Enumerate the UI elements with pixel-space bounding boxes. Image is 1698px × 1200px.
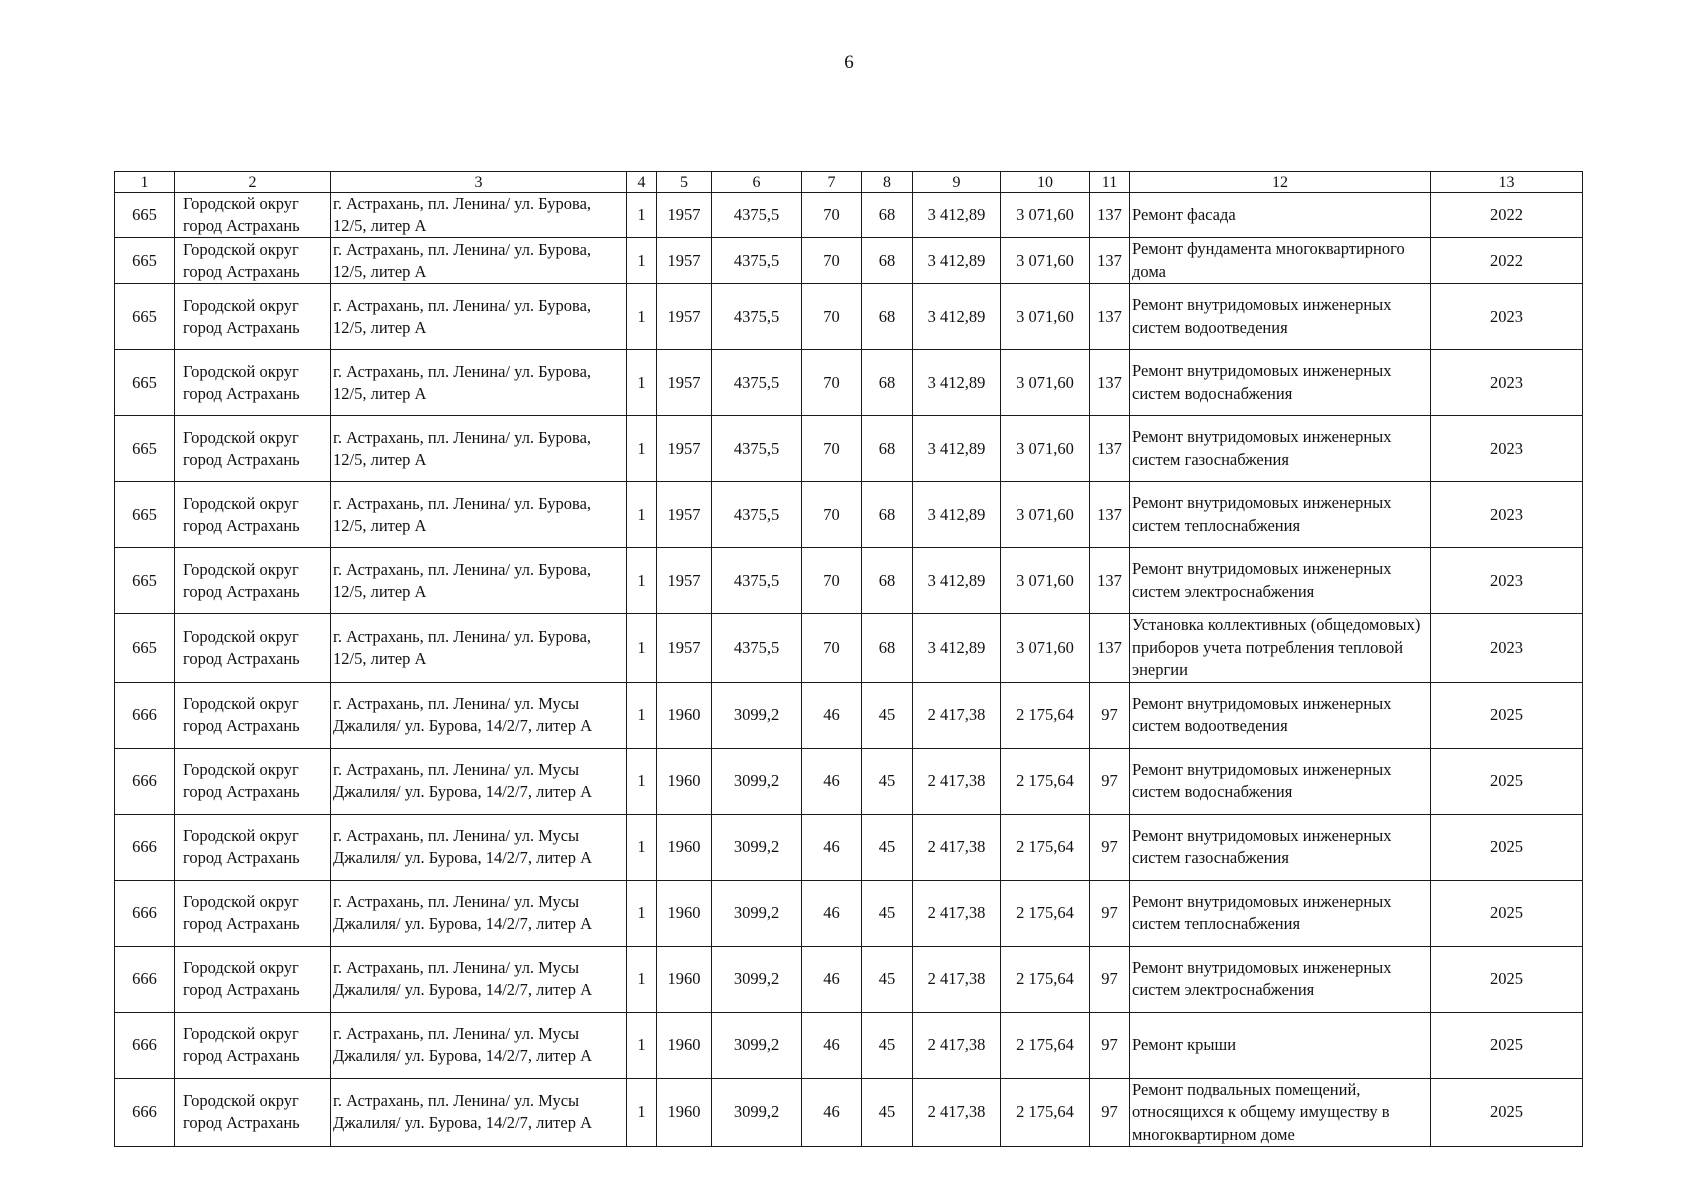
- cell-owner-area: 2 175,64: [1001, 1078, 1090, 1147]
- cell-build-year: 1957: [657, 482, 712, 548]
- cell-floors-count: 1: [627, 284, 657, 350]
- cell-build-year: 1960: [657, 880, 712, 946]
- cell-build-year: 1957: [657, 193, 712, 238]
- cell-owner-area: 3 071,60: [1001, 350, 1090, 416]
- cell-apartments-total: 70: [802, 238, 862, 284]
- cell-build-year: 1957: [657, 614, 712, 683]
- cell-apartments-total: 46: [802, 1012, 862, 1078]
- cell-address: г. Астрахань, пл. Ленина/ ул. Бурова, 12/5, литер А: [331, 614, 627, 683]
- cell-living-area: 2 417,38: [913, 880, 1001, 946]
- cell-apartments-residential: 68: [862, 193, 913, 238]
- cell-address: г. Астрахань, пл. Ленина/ ул. Мусы Джалиля/ ул. Бурова, 14/2/7, литер А: [331, 682, 627, 748]
- cell-floors-count: 1: [627, 350, 657, 416]
- cell-work-type: Ремонт внутридомовых инженерных систем газоснабжения: [1130, 814, 1431, 880]
- cell-municipality: Городской округ город Астрахань: [175, 682, 331, 748]
- table-row: [115, 880, 1583, 946]
- cell-row-number: 665: [115, 614, 175, 683]
- column-header-10: 10: [1001, 172, 1090, 193]
- cell-build-year: 1957: [657, 350, 712, 416]
- cell-build-year: 1960: [657, 1078, 712, 1147]
- cell-living-area: 2 417,38: [913, 1012, 1001, 1078]
- table-row: [115, 350, 1583, 416]
- cell-floors-count: 1: [627, 416, 657, 482]
- cell-living-area: 2 417,38: [913, 946, 1001, 1012]
- cell-work-year: 2025: [1431, 748, 1583, 814]
- cell-residents-count: 97: [1090, 1012, 1130, 1078]
- cell-address: г. Астрахань, пл. Ленина/ ул. Мусы Джалиля/ ул. Бурова, 14/2/7, литер А: [331, 748, 627, 814]
- cell-apartments-total: 46: [802, 946, 862, 1012]
- cell-apartments-residential: 45: [862, 682, 913, 748]
- cell-municipality: Городской округ город Астрахань: [175, 748, 331, 814]
- cell-work-type: Ремонт внутридомовых инженерных систем водоотведения: [1130, 284, 1431, 350]
- cell-apartments-residential: 68: [862, 238, 913, 284]
- cell-address: г. Астрахань, пл. Ленина/ ул. Бурова, 12/5, литер А: [331, 284, 627, 350]
- cell-total-area: 4375,5: [712, 193, 802, 238]
- cell-work-year: 2025: [1431, 682, 1583, 748]
- cell-municipality: Городской округ город Астрахань: [175, 350, 331, 416]
- cell-floors-count: 1: [627, 682, 657, 748]
- capital-repair-table: [114, 171, 1583, 1147]
- table-body: [115, 193, 1583, 1147]
- cell-apartments-total: 46: [802, 1078, 862, 1147]
- cell-total-area: 4375,5: [712, 482, 802, 548]
- column-header-2: 2: [175, 172, 331, 193]
- table-row: [115, 284, 1583, 350]
- cell-address: г. Астрахань, пл. Ленина/ ул. Бурова, 12/5, литер А: [331, 482, 627, 548]
- cell-living-area: 3 412,89: [913, 482, 1001, 548]
- cell-floors-count: 1: [627, 193, 657, 238]
- cell-residents-count: 97: [1090, 946, 1130, 1012]
- cell-total-area: 4375,5: [712, 614, 802, 683]
- cell-living-area: 2 417,38: [913, 748, 1001, 814]
- cell-work-type: Ремонт внутридомовых инженерных систем электроснабжения: [1130, 946, 1431, 1012]
- cell-work-year: 2023: [1431, 284, 1583, 350]
- cell-apartments-total: 70: [802, 350, 862, 416]
- table-row: [115, 1078, 1583, 1147]
- cell-living-area: 2 417,38: [913, 682, 1001, 748]
- cell-owner-area: 2 175,64: [1001, 682, 1090, 748]
- cell-apartments-residential: 45: [862, 880, 913, 946]
- column-header-13: 13: [1431, 172, 1583, 193]
- cell-address: г. Астрахань, пл. Ленина/ ул. Мусы Джалиля/ ул. Бурова, 14/2/7, литер А: [331, 1012, 627, 1078]
- cell-municipality: Городской округ город Астрахань: [175, 238, 331, 284]
- cell-row-number: 666: [115, 748, 175, 814]
- cell-municipality: Городской округ город Астрахань: [175, 880, 331, 946]
- cell-residents-count: 137: [1090, 284, 1130, 350]
- cell-total-area: 4375,5: [712, 284, 802, 350]
- cell-living-area: 3 412,89: [913, 416, 1001, 482]
- cell-residents-count: 97: [1090, 682, 1130, 748]
- table-row: [115, 416, 1583, 482]
- column-header-3: 3: [331, 172, 627, 193]
- cell-work-type: Ремонт внутридомовых инженерных систем водоснабжения: [1130, 350, 1431, 416]
- cell-municipality: Городской округ город Астрахань: [175, 814, 331, 880]
- cell-work-type: Ремонт внутридомовых инженерных систем теплоснабжения: [1130, 880, 1431, 946]
- cell-owner-area: 3 071,60: [1001, 614, 1090, 683]
- cell-residents-count: 137: [1090, 238, 1130, 284]
- cell-work-year: 2023: [1431, 482, 1583, 548]
- cell-row-number: 665: [115, 238, 175, 284]
- cell-work-year: 2025: [1431, 880, 1583, 946]
- cell-address: г. Астрахань, пл. Ленина/ ул. Мусы Джалиля/ ул. Бурова, 14/2/7, литер А: [331, 946, 627, 1012]
- cell-residents-count: 97: [1090, 748, 1130, 814]
- cell-address: г. Астрахань, пл. Ленина/ ул. Бурова, 12/5, литер А: [331, 238, 627, 284]
- cell-owner-area: 3 071,60: [1001, 193, 1090, 238]
- column-header-12: 12: [1130, 172, 1431, 193]
- cell-floors-count: 1: [627, 748, 657, 814]
- cell-total-area: 3099,2: [712, 814, 802, 880]
- cell-residents-count: 137: [1090, 416, 1130, 482]
- cell-owner-area: 2 175,64: [1001, 946, 1090, 1012]
- cell-floors-count: 1: [627, 1078, 657, 1147]
- cell-owner-area: 2 175,64: [1001, 1012, 1090, 1078]
- cell-total-area: 4375,5: [712, 548, 802, 614]
- cell-apartments-total: 70: [802, 548, 862, 614]
- table-row: [115, 548, 1583, 614]
- cell-build-year: 1960: [657, 682, 712, 748]
- cell-municipality: Городской округ город Астрахань: [175, 946, 331, 1012]
- cell-municipality: Городской округ город Астрахань: [175, 193, 331, 238]
- cell-total-area: 4375,5: [712, 238, 802, 284]
- column-header-4: 4: [627, 172, 657, 193]
- cell-residents-count: 137: [1090, 614, 1130, 683]
- cell-work-year: 2022: [1431, 193, 1583, 238]
- cell-apartments-residential: 68: [862, 482, 913, 548]
- table-header: [115, 172, 1583, 193]
- table-row: [115, 748, 1583, 814]
- cell-total-area: 3099,2: [712, 682, 802, 748]
- cell-work-type: Ремонт подвальных помещений, относящихся к общему имуществу в многоквартирном доме: [1130, 1078, 1431, 1147]
- cell-owner-area: 2 175,64: [1001, 748, 1090, 814]
- cell-work-type: Ремонт внутридомовых инженерных систем водоснабжения: [1130, 748, 1431, 814]
- cell-apartments-residential: 68: [862, 350, 913, 416]
- cell-work-year: 2023: [1431, 614, 1583, 683]
- cell-work-type: Ремонт внутридомовых инженерных систем водоотведения: [1130, 682, 1431, 748]
- cell-living-area: 3 412,89: [913, 614, 1001, 683]
- table-row: [115, 1012, 1583, 1078]
- cell-municipality: Городской округ город Астрахань: [175, 1078, 331, 1147]
- cell-owner-area: 3 071,60: [1001, 238, 1090, 284]
- cell-work-year: 2023: [1431, 548, 1583, 614]
- cell-address: г. Астрахань, пл. Ленина/ ул. Мусы Джалиля/ ул. Бурова, 14/2/7, литер А: [331, 1078, 627, 1147]
- cell-floors-count: 1: [627, 238, 657, 284]
- cell-work-type: Ремонт крыши: [1130, 1012, 1431, 1078]
- table-row: [115, 238, 1583, 284]
- table-row: [115, 814, 1583, 880]
- cell-apartments-residential: 68: [862, 614, 913, 683]
- cell-apartments-residential: 45: [862, 946, 913, 1012]
- cell-living-area: 3 412,89: [913, 548, 1001, 614]
- table-row: [115, 614, 1583, 683]
- cell-work-type: Установка коллективных (общедомовых) приборов учета потребления тепловой энергии: [1130, 614, 1431, 683]
- table-row: [115, 946, 1583, 1012]
- cell-apartments-total: 70: [802, 614, 862, 683]
- cell-apartments-residential: 68: [862, 416, 913, 482]
- column-header-6: 6: [712, 172, 802, 193]
- table-row: [115, 193, 1583, 238]
- column-header-7: 7: [802, 172, 862, 193]
- cell-row-number: 666: [115, 1012, 175, 1078]
- cell-floors-count: 1: [627, 1012, 657, 1078]
- cell-build-year: 1960: [657, 946, 712, 1012]
- cell-living-area: 3 412,89: [913, 284, 1001, 350]
- cell-total-area: 3099,2: [712, 748, 802, 814]
- cell-row-number: 666: [115, 814, 175, 880]
- cell-apartments-total: 70: [802, 284, 862, 350]
- cell-residents-count: 137: [1090, 548, 1130, 614]
- cell-work-year: 2023: [1431, 416, 1583, 482]
- cell-apartments-total: 70: [802, 416, 862, 482]
- cell-work-type: Ремонт фундамента многоквартирного дома: [1130, 238, 1431, 284]
- page-number: 6: [844, 52, 854, 73]
- cell-apartments-residential: 45: [862, 814, 913, 880]
- cell-row-number: 665: [115, 548, 175, 614]
- cell-municipality: Городской округ город Астрахань: [175, 416, 331, 482]
- cell-municipality: Городской округ город Астрахань: [175, 1012, 331, 1078]
- cell-work-type: Ремонт фасада: [1130, 193, 1431, 238]
- cell-apartments-total: 70: [802, 193, 862, 238]
- cell-residents-count: 137: [1090, 193, 1130, 238]
- cell-build-year: 1960: [657, 748, 712, 814]
- cell-apartments-total: 46: [802, 880, 862, 946]
- cell-address: г. Астрахань, пл. Ленина/ ул. Бурова, 12/5, литер А: [331, 193, 627, 238]
- cell-total-area: 4375,5: [712, 416, 802, 482]
- column-header-11: 11: [1090, 172, 1130, 193]
- cell-owner-area: 3 071,60: [1001, 548, 1090, 614]
- cell-work-type: Ремонт внутридомовых инженерных систем теплоснабжения: [1130, 482, 1431, 548]
- cell-apartments-residential: 68: [862, 284, 913, 350]
- cell-residents-count: 97: [1090, 880, 1130, 946]
- cell-build-year: 1960: [657, 1012, 712, 1078]
- cell-municipality: Городской округ город Астрахань: [175, 482, 331, 548]
- cell-apartments-residential: 45: [862, 1012, 913, 1078]
- cell-build-year: 1960: [657, 814, 712, 880]
- cell-floors-count: 1: [627, 946, 657, 1012]
- cell-row-number: 665: [115, 193, 175, 238]
- column-header-5: 5: [657, 172, 712, 193]
- cell-work-year: 2023: [1431, 350, 1583, 416]
- cell-row-number: 666: [115, 682, 175, 748]
- cell-address: г. Астрахань, пл. Ленина/ ул. Бурова, 12/5, литер А: [331, 350, 627, 416]
- cell-owner-area: 3 071,60: [1001, 482, 1090, 548]
- cell-residents-count: 97: [1090, 814, 1130, 880]
- cell-owner-area: 3 071,60: [1001, 284, 1090, 350]
- cell-build-year: 1957: [657, 284, 712, 350]
- cell-build-year: 1957: [657, 548, 712, 614]
- cell-address: г. Астрахань, пл. Ленина/ ул. Бурова, 12/5, литер А: [331, 548, 627, 614]
- header-row: [115, 172, 1583, 193]
- cell-residents-count: 137: [1090, 482, 1130, 548]
- cell-owner-area: 2 175,64: [1001, 880, 1090, 946]
- cell-address: г. Астрахань, пл. Ленина/ ул. Мусы Джалиля/ ул. Бурова, 14/2/7, литер А: [331, 880, 627, 946]
- cell-row-number: 665: [115, 350, 175, 416]
- cell-total-area: 3099,2: [712, 946, 802, 1012]
- cell-build-year: 1957: [657, 238, 712, 284]
- cell-apartments-total: 46: [802, 748, 862, 814]
- cell-row-number: 665: [115, 284, 175, 350]
- cell-row-number: 666: [115, 1078, 175, 1147]
- cell-total-area: 4375,5: [712, 350, 802, 416]
- cell-work-type: Ремонт внутридомовых инженерных систем газоснабжения: [1130, 416, 1431, 482]
- cell-apartments-residential: 68: [862, 548, 913, 614]
- cell-floors-count: 1: [627, 614, 657, 683]
- cell-total-area: 3099,2: [712, 1078, 802, 1147]
- cell-municipality: Городской округ город Астрахань: [175, 614, 331, 683]
- cell-work-type: Ремонт внутридомовых инженерных систем электроснабжения: [1130, 548, 1431, 614]
- cell-living-area: 3 412,89: [913, 193, 1001, 238]
- cell-address: г. Астрахань, пл. Ленина/ ул. Бурова, 12/5, литер А: [331, 416, 627, 482]
- cell-municipality: Городской округ город Астрахань: [175, 284, 331, 350]
- cell-apartments-residential: 45: [862, 748, 913, 814]
- cell-work-year: 2025: [1431, 946, 1583, 1012]
- cell-floors-count: 1: [627, 482, 657, 548]
- capital-repair-table-container: [114, 171, 1582, 1147]
- cell-total-area: 3099,2: [712, 1012, 802, 1078]
- cell-municipality: Городской округ город Астрахань: [175, 548, 331, 614]
- cell-owner-area: 3 071,60: [1001, 416, 1090, 482]
- cell-apartments-total: 70: [802, 482, 862, 548]
- cell-living-area: 3 412,89: [913, 238, 1001, 284]
- cell-apartments-residential: 45: [862, 1078, 913, 1147]
- cell-row-number: 666: [115, 946, 175, 1012]
- cell-residents-count: 137: [1090, 350, 1130, 416]
- cell-floors-count: 1: [627, 880, 657, 946]
- cell-row-number: 665: [115, 416, 175, 482]
- cell-residents-count: 97: [1090, 1078, 1130, 1147]
- cell-work-year: 2022: [1431, 238, 1583, 284]
- cell-build-year: 1957: [657, 416, 712, 482]
- cell-owner-area: 2 175,64: [1001, 814, 1090, 880]
- cell-floors-count: 1: [627, 548, 657, 614]
- cell-work-year: 2025: [1431, 1012, 1583, 1078]
- cell-living-area: 2 417,38: [913, 814, 1001, 880]
- cell-row-number: 665: [115, 482, 175, 548]
- column-header-1: 1: [115, 172, 175, 193]
- cell-apartments-total: 46: [802, 682, 862, 748]
- cell-living-area: 2 417,38: [913, 1078, 1001, 1147]
- cell-row-number: 666: [115, 880, 175, 946]
- cell-apartments-total: 46: [802, 814, 862, 880]
- column-header-9: 9: [913, 172, 1001, 193]
- column-header-8: 8: [862, 172, 913, 193]
- cell-living-area: 3 412,89: [913, 350, 1001, 416]
- cell-total-area: 3099,2: [712, 880, 802, 946]
- cell-work-year: 2025: [1431, 814, 1583, 880]
- cell-address: г. Астрахань, пл. Ленина/ ул. Мусы Джалиля/ ул. Бурова, 14/2/7, литер А: [331, 814, 627, 880]
- table-row: [115, 682, 1583, 748]
- cell-floors-count: 1: [627, 814, 657, 880]
- table-row: [115, 482, 1583, 548]
- cell-work-year: 2025: [1431, 1078, 1583, 1147]
